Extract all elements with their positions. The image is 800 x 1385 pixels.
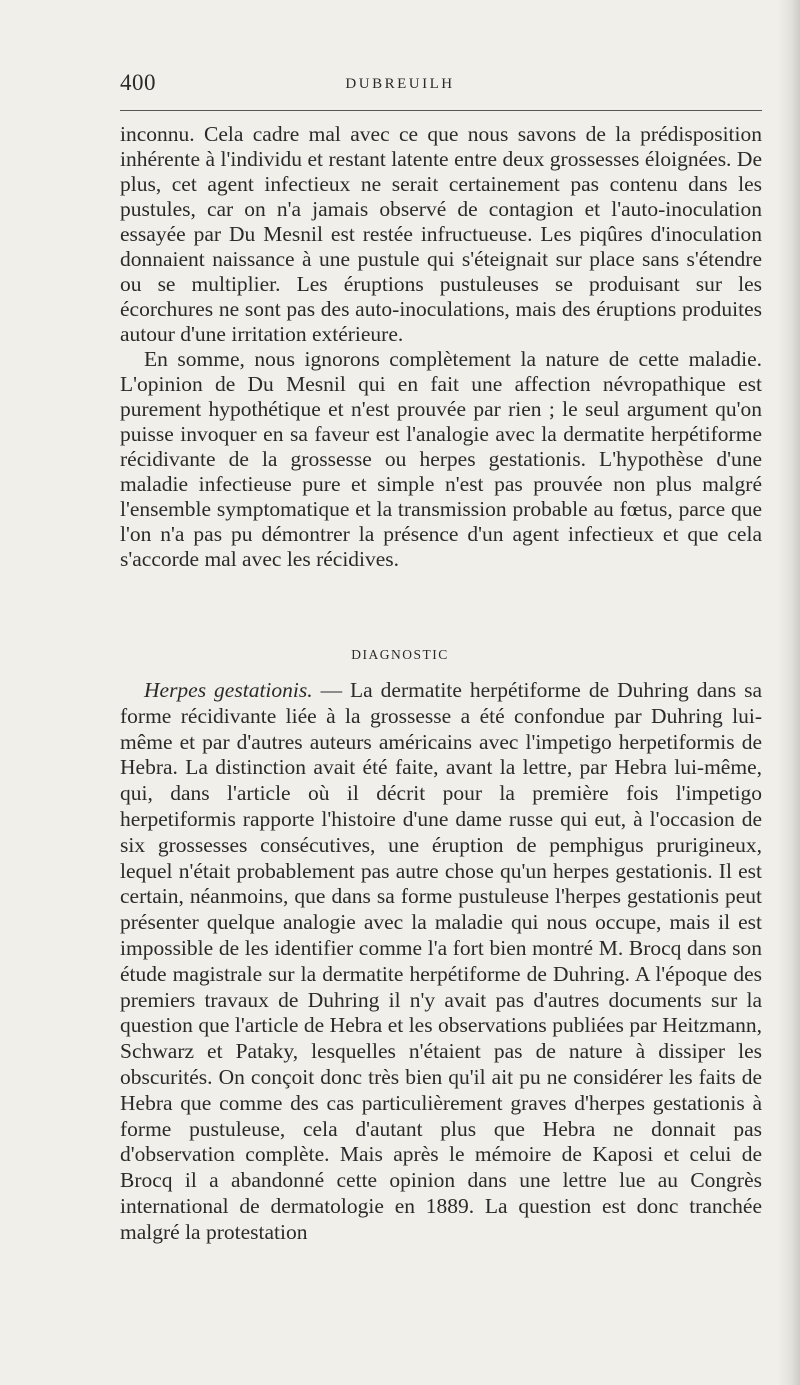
section-heading: DIAGNOSTIC (351, 647, 449, 662)
paragraph: inconnu. Cela cadre mal avec ce que nous savons de la prédisposition inhérente à l'individu et restant latente entre deux grossesses éloignées. De plus, cet agent infectieux ne serait certainement pas contenu dans les pustules, car on n'a jamais observé de contagion et l'auto-inoculation essayée par Du Mesnil est restée infructueuse. Les piqûres d'inoculation donnaient naissance à une pustule qui s'éteignait sur place sans s'étendre ou se multiplier. Les éruptions pustuleuses se produisant sur les écorchures ne sont pas des auto-inoculations, mais des éruptions produites autour d'une irritation extérieure. (120, 122, 762, 346)
page-number: 400 (120, 70, 156, 95)
body-text (120, 122, 762, 572)
paragraph (120, 678, 762, 1246)
header-rule (120, 110, 762, 111)
page-gutter-shadow (778, 0, 800, 1385)
paragraph-text: — La dermatite herpétiforme de Duhring dans sa forme récidivante liée à la grossesse a été confondue par Duhring lui-même et par d'autres auteurs américains avec l'impetigo herpetiformis de Hebra. La distinction avait été faite, avant la lettre, par Hebra lui-même, qui, dans l'article où il décrit pour la première fois l'impetigo herpetiformis rapporte l'histoire d'une dame russe qui eut, à l'occasion de six grossesses consécutives, une éruption de pemphigus prurigineux, lequel n'était probablement pas autre chose qu'un herpes gestationis. Il est certain, néanmoins, que dans sa forme pustuleuse l'herpes gestationis peut présenter quelque analogie avec la maladie qui nous occupe, mais il est impossible de les identifier comme l'a fort bien montré M. Brocq dans son étude magistrale sur la dermatite herpétiforme de Duhring. A l'époque des premiers travaux de Duhring il n'y avait pas d'autres documents sur la question que l'article de Hebra et les observations publiées par Heitzmann, Schwarz et Pataky, lesquelles n'étaient pas de nature à dissiper les obscurités. On conçoit donc très bien qu'il ait pu ne considérer les faits de Hebra que comme des cas particulièrement graves d'herpes gestationis à forme pustuleuse, cela d'autant plus que Hebra ne donnait pas d'observation complète. Mais après le mémoire de Kaposi et celui de Brocq il a abandonné cette opinion dans une lettre lue au Congrès international de dermatologie en 1889. La question est donc tranchée malgré la protestation (120, 678, 762, 1244)
section-body (120, 678, 762, 1246)
paragraph-lead: Herpes gestationis. (144, 678, 313, 702)
running-head: DUBREUILH (345, 76, 455, 92)
paragraph: En somme, nous ignorons complètement la nature de cette maladie. L'opinion de Du Mesnil qui en fait une affection névropathique est purement hypothétique et n'est prouvée par rien ; le seul argument qu'on puisse invoquer en sa faveur est l'analogie avec la dermatite herpétiforme récidivante de la grossesse ou herpes gestationis. L'hypothèse d'une maladie infectieuse pure et simple n'est pas prouvée non plus malgré l'ensemble symptomatique et la transmission probable au fœtus, parce que l'on n'a pas pu démontrer la présence d'un agent infectieux et que cela s'accorde mal avec les récidives. (120, 347, 762, 571)
